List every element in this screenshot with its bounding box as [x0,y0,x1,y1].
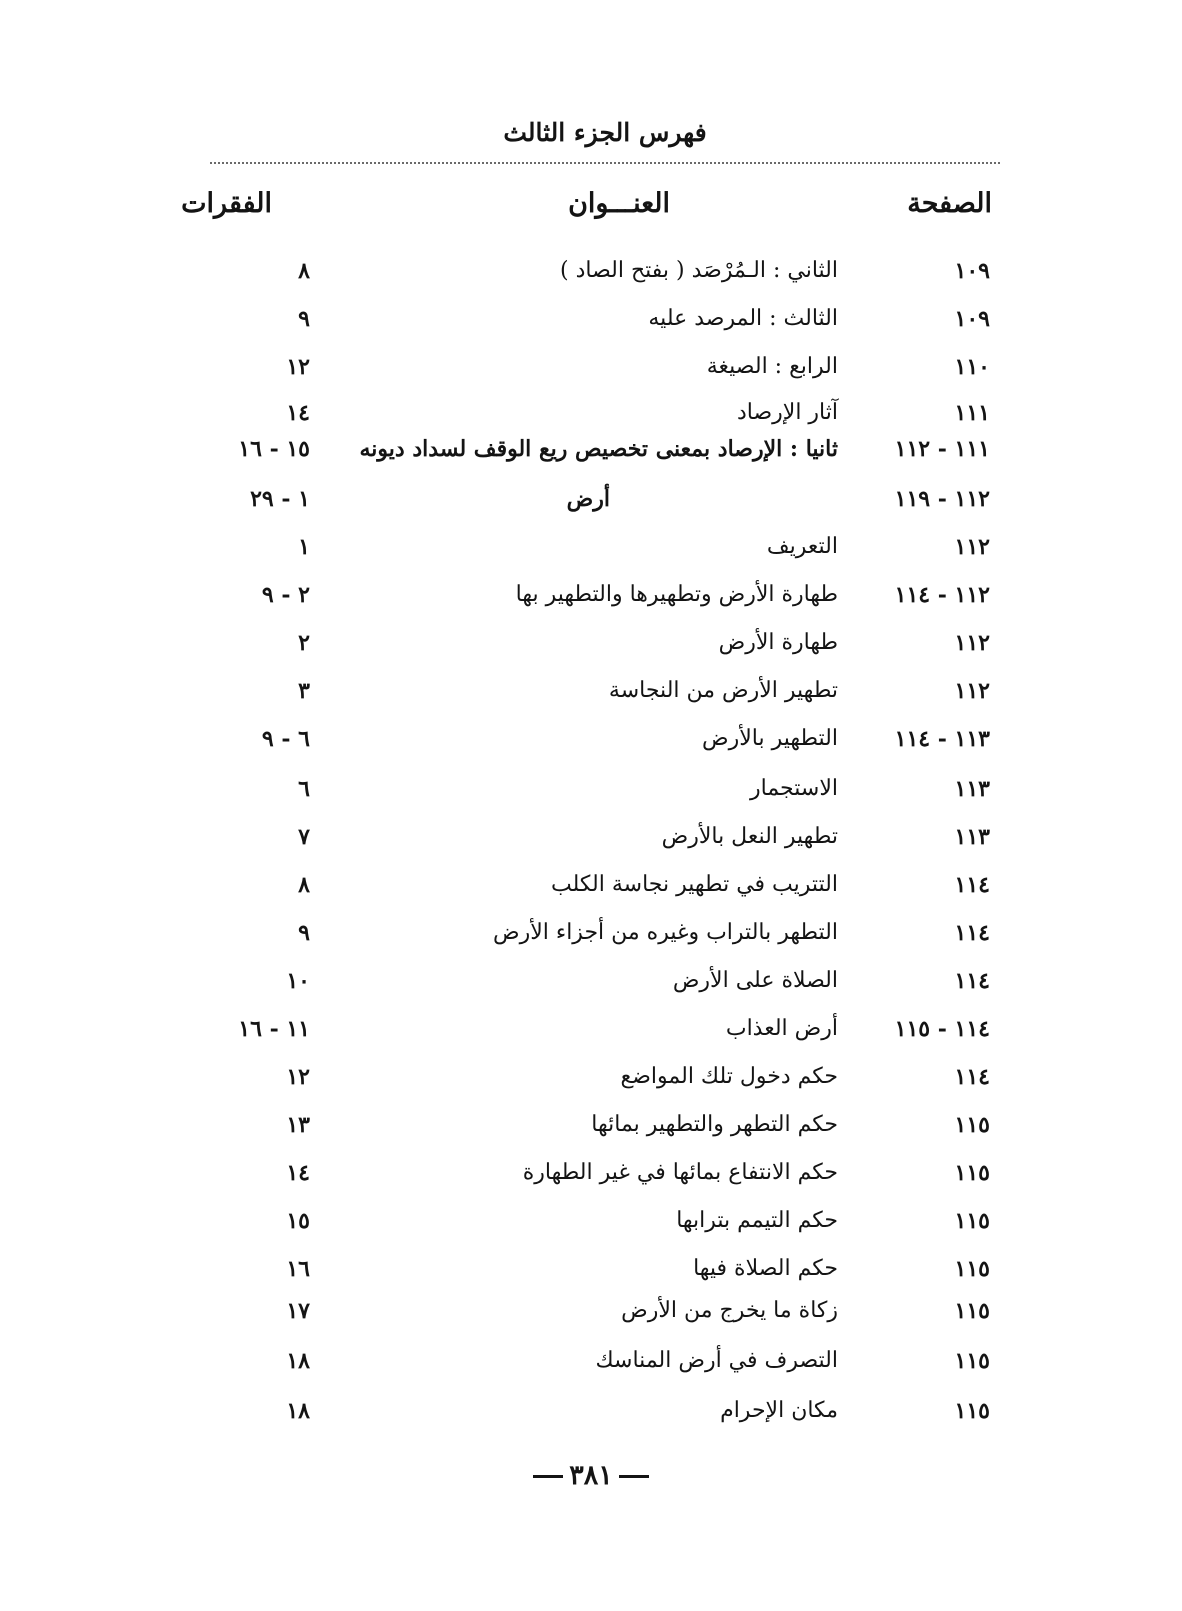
dash-ornament [533,1475,563,1478]
entry-title: التطهير بالأرض [701,726,838,751]
entry-title: التتريب في تطهير نجاسة الكلب [551,872,838,897]
entry-paragraphs: ١٢ [286,1064,310,1090]
entry-title: حكم التيمم بترابها [676,1208,838,1233]
entry-page: ١١٥ [954,1160,990,1186]
index-row [190,1204,1000,1244]
index-row [190,772,1000,812]
entry-page: ١١٢ [954,678,990,704]
index-row [190,820,1000,860]
entry-page: ١١٢ [954,630,990,656]
entry-page: ١١٢ - ١١٩ [894,486,990,512]
entry-title: طهارة الأرض [718,630,838,655]
entry-paragraphs: ٧ [298,824,310,850]
entry-paragraphs: ١٦ [286,1256,310,1282]
entry-page: ١١٥ [954,1256,990,1282]
page-number-footer [0,1460,1182,1491]
entry-title: حكم دخول تلك المواضع [620,1064,838,1089]
entry-paragraphs: ٨ [298,872,310,898]
entry-paragraphs: ١٨ [286,1348,310,1374]
entry-page: ١١٥ [954,1208,990,1234]
entry-page: ١١٥ [954,1298,990,1324]
page-number: ٣٨١ [569,1460,613,1491]
entry-title: الصلاة على الأرض [672,968,838,993]
entry-title: التطهر بالتراب وغيره من أجزاء الأرض [492,920,838,945]
index-row [190,1294,1000,1334]
entry-title: حكم الصلاة فيها [693,1256,838,1281]
entry-title: حكم الانتفاع بمائها في غير الطهارة [522,1160,838,1185]
entry-paragraphs: ٢ [298,630,310,656]
entry-title: الاستجمار [750,776,838,801]
entry-paragraphs: ٨ [298,258,310,284]
entry-paragraphs: ٦ - ٩ [261,726,310,752]
entry-title: التصرف في أرض المناسك [595,1348,838,1373]
entry-paragraphs: ٦ [298,776,310,802]
entry-title: مكان الإحرام [720,1398,838,1423]
entry-paragraphs: ٩ [298,306,310,332]
entry-page: ١١٣ - ١١٤ [894,726,990,752]
entry-title: حكم التطهر والتطهير بمائها [591,1112,838,1137]
dash-ornament [619,1475,649,1478]
entry-page: ١١١ [954,400,990,426]
entry-title: الثالث : المرصد عليه [648,306,838,331]
running-title: فهرس الجزء الثالث [503,118,707,147]
entry-title: الرابع : الصيغة [706,354,838,379]
entry-title: تطهير النعل بالأرض [661,824,838,849]
index-row [190,396,1000,436]
entry-paragraphs: ١ - ٢٩ [250,486,310,512]
entry-page: ١١٥ [954,1112,990,1138]
index-row [190,868,1000,908]
entry-page: ١١٢ [954,534,990,560]
entry-paragraphs: ١٥ [286,1208,310,1234]
entry-page: ١١٣ [954,824,990,850]
entry-title: زكاة ما يخرج من الأرض [621,1298,838,1323]
index-row [190,1012,1000,1052]
index-row [190,1394,1000,1434]
index-row [190,722,1000,762]
entry-page: ١١٥ [954,1398,990,1424]
entry-title: طهارة الأرض وتطهيرها والتطهير بها [515,582,838,607]
index-row [190,482,1000,522]
column-header-page: الصفحة [907,188,992,219]
index-row [190,578,1000,618]
index-row [190,626,1000,666]
index-row [190,350,1000,390]
entry-paragraphs: ١٠ [286,968,310,994]
entry-paragraphs: ١٨ [286,1398,310,1424]
entry-paragraphs: ٩ [298,920,310,946]
entry-page: ١١٢ - ١١٤ [894,582,990,608]
column-header-paragraphs: الفقرات [181,188,272,219]
entry-page: ١١٤ [954,1064,990,1090]
entry-paragraphs: ٢ - ٩ [261,582,310,608]
index-row [190,916,1000,956]
entry-title: الثاني : الـمُرْصَد ( بفتح الصاد ) [560,258,838,283]
entry-paragraphs: ٣ [298,678,310,704]
index-row [190,1252,1000,1292]
entry-page: ١١٣ [954,776,990,802]
index-row [190,1156,1000,1196]
entry-page: ١١١ - ١١٢ [894,436,990,462]
entry-paragraphs: ١٣ [286,1112,310,1138]
entry-title: أرض [566,486,610,512]
entry-page: ١٠٩ [954,258,990,284]
entry-page: ١١٤ [954,968,990,994]
entry-title: تطهير الأرض من النجاسة [608,678,838,703]
entry-title: ثانيا : الإرصاد بمعنى تخصيص ريع الوقف لسداد ديونه [359,436,838,462]
entry-paragraphs: ١٤ [286,400,310,426]
entry-paragraphs: ١ [298,534,310,560]
entry-paragraphs: ١٢ [286,354,310,380]
entry-paragraphs: ١٥ - ١٦ [238,436,310,462]
entry-page: ١١٤ - ١١٥ [894,1016,990,1042]
index-row [190,674,1000,714]
entry-paragraphs: ١١ - ١٦ [238,1016,310,1042]
column-header-title: العنـــوان [568,188,670,219]
index-row [190,1344,1000,1384]
index-row [190,254,1000,294]
index-row [190,432,1000,472]
entry-paragraphs: ١٤ [286,1160,310,1186]
entry-page: ١١٠ [954,354,990,380]
entry-page: ١١٥ [954,1348,990,1374]
index-row [190,302,1000,342]
entry-title: آثار الإرصاد [736,400,838,425]
entry-page: ١١٤ [954,920,990,946]
entry-title: التعريف [766,534,838,559]
entry-page: ١١٤ [954,872,990,898]
index-row [190,1060,1000,1100]
entry-page: ١٠٩ [954,306,990,332]
index-row [190,964,1000,1004]
entry-title: أرض العذاب [725,1016,838,1041]
index-row [190,1108,1000,1148]
entry-paragraphs: ١٧ [286,1298,310,1324]
index-row [190,530,1000,570]
